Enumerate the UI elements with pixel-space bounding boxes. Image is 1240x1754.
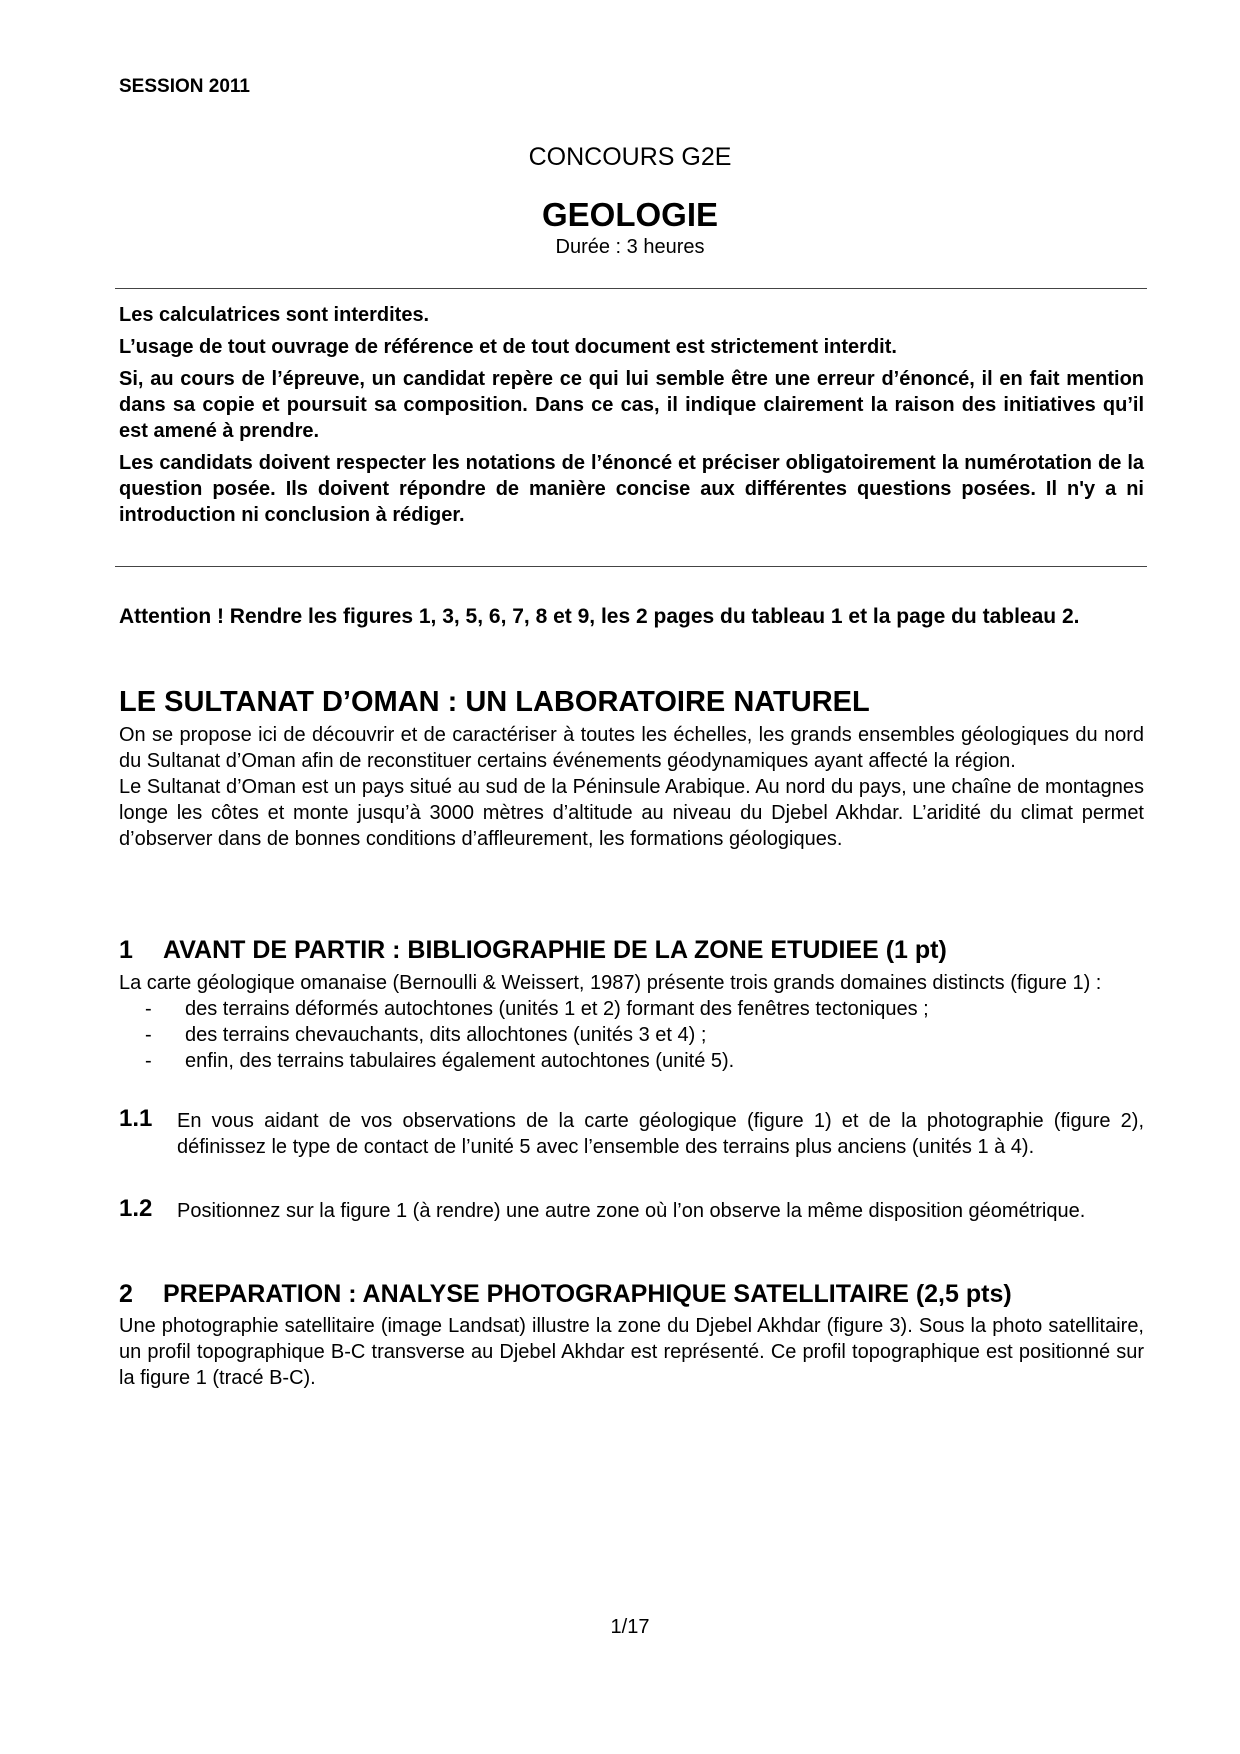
question-text: En vous aidant de vos observations de la carte géologique (figure 1) et de la photographie (figure 2), définissez le type de contact de l’unité 5 avec l’ensemble des terrains plus anciens (unités 1 à 4).: [177, 1110, 1144, 1158]
section-1-body: [119, 970, 1144, 1074]
concours-title: CONCOURS G2E: [528, 143, 732, 171]
attention-notice: Attention ! Rendre les figures 1, 3, 5, 6, 7, 8 et 9, les 2 pages du tableau 1 et la page du tableau 2.: [119, 605, 1080, 628]
section-2-body: Une photographie satellitaire (image Landsat) illustre la zone du Djebel Akhdar (figure 3). Sous la photo satellitaire, un profil topographique B-C transverse au Djebel Akhdar est représenté. Ce profil topographique est positionné sur la figure 1 (tracé B-C).: [119, 1315, 1144, 1389]
bullet-dash: -: [145, 1024, 152, 1046]
subject-title: GEOLOGIE: [541, 196, 719, 233]
list-item-text: des terrains déformés autochtones (unités 1 et 2) formant des fenêtres tectoniques ;: [185, 998, 929, 1020]
list-item: [119, 996, 1144, 1022]
instruction-paragraph: L’usage de tout ouvrage de référence et de tout document est strictement interdit.: [119, 336, 897, 358]
list-item-text: enfin, des terrains tabulaires également autochtones (unité 5).: [185, 1050, 735, 1072]
question-1-2: [119, 1195, 1144, 1224]
section-number: 1: [119, 936, 133, 964]
intro-paragraph: On se propose ici de découvrir et de caractériser à toutes les échelles, les grands ensembles géologiques du nord du Sultanat d’Oman afin de reconstituer certains événements géodynamiques ayant affecté la région.: [119, 724, 1144, 772]
section-1-heading: [119, 936, 947, 965]
question-number: 1.2: [119, 1195, 153, 1222]
question-number: 1.1: [119, 1105, 153, 1132]
instruction-paragraph: Si, au cours de l’épreuve, un candidat repère ce qui lui semble être une erreur d’énoncé, il en fait mention dans sa copie et poursuit sa composition. Dans ce cas, il indique clairement la raison des initiatives qu’il est amené à prendre.: [119, 368, 1144, 442]
divider-bottom: [115, 566, 1147, 567]
session-label: SESSION 2011: [119, 76, 250, 97]
page-number: 1/17: [610, 1616, 650, 1638]
bullet-dash: -: [145, 998, 152, 1020]
question-text: Positionnez sur la figure 1 (à rendre) une autre zone où l’on observe la même disposition géométrique.: [177, 1200, 1086, 1222]
instruction-paragraph: Les candidats doivent respecter les notations de l’énoncé et préciser obligatoirement la numérotation de la question posée. Ils doivent répondre de manière concise aux différentes questions posées. Il n'y a ni introduction ni conclusion à rédiger.: [119, 452, 1144, 526]
section-number: 2: [119, 1280, 133, 1308]
intro-paragraph: Le Sultanat d’Oman est un pays situé au sud de la Péninsule Arabique. Au nord du pays, une chaîne de montagnes longe les côtes et monte jusqu’à 3000 mètres d’altitude au niveau du Djebel Akhdar. L’aridité du climat permet d’observer dans de bonnes conditions d’affleurement, les formations géologiques.: [119, 776, 1144, 850]
main-title: LE SULTANAT D’OMAN : UN LABORATOIRE NATUREL: [119, 686, 870, 718]
instruction-paragraph: Les calculatrices sont interdites.: [119, 304, 430, 326]
bullet-dash: -: [145, 1050, 152, 1072]
exam-duration: Durée : 3 heures: [555, 236, 705, 258]
domain-list: [119, 996, 1144, 1074]
list-item: [119, 1048, 1144, 1074]
intro-text: [119, 722, 1144, 852]
section-title-text: PREPARATION : ANALYSE PHOTOGRAPHIQUE SATELLITAIRE (2,5 pts): [163, 1280, 1012, 1308]
section-2-heading: [119, 1280, 1012, 1309]
question-1-1: [119, 1105, 1144, 1160]
section-paragraph: La carte géologique omanaise (Bernoulli & Weissert, 1987) présente trois grands domaines distincts (figure 1) :: [119, 972, 1102, 994]
divider-top: [115, 288, 1147, 289]
list-item-text: des terrains chevauchants, dits allochtones (unités 3 et 4) ;: [185, 1024, 707, 1046]
list-item: [119, 1022, 1144, 1048]
section-title-text: AVANT DE PARTIR : BIBLIOGRAPHIE DE LA ZONE ETUDIEE (1 pt): [163, 936, 947, 964]
exam-instructions: [119, 302, 1144, 534]
